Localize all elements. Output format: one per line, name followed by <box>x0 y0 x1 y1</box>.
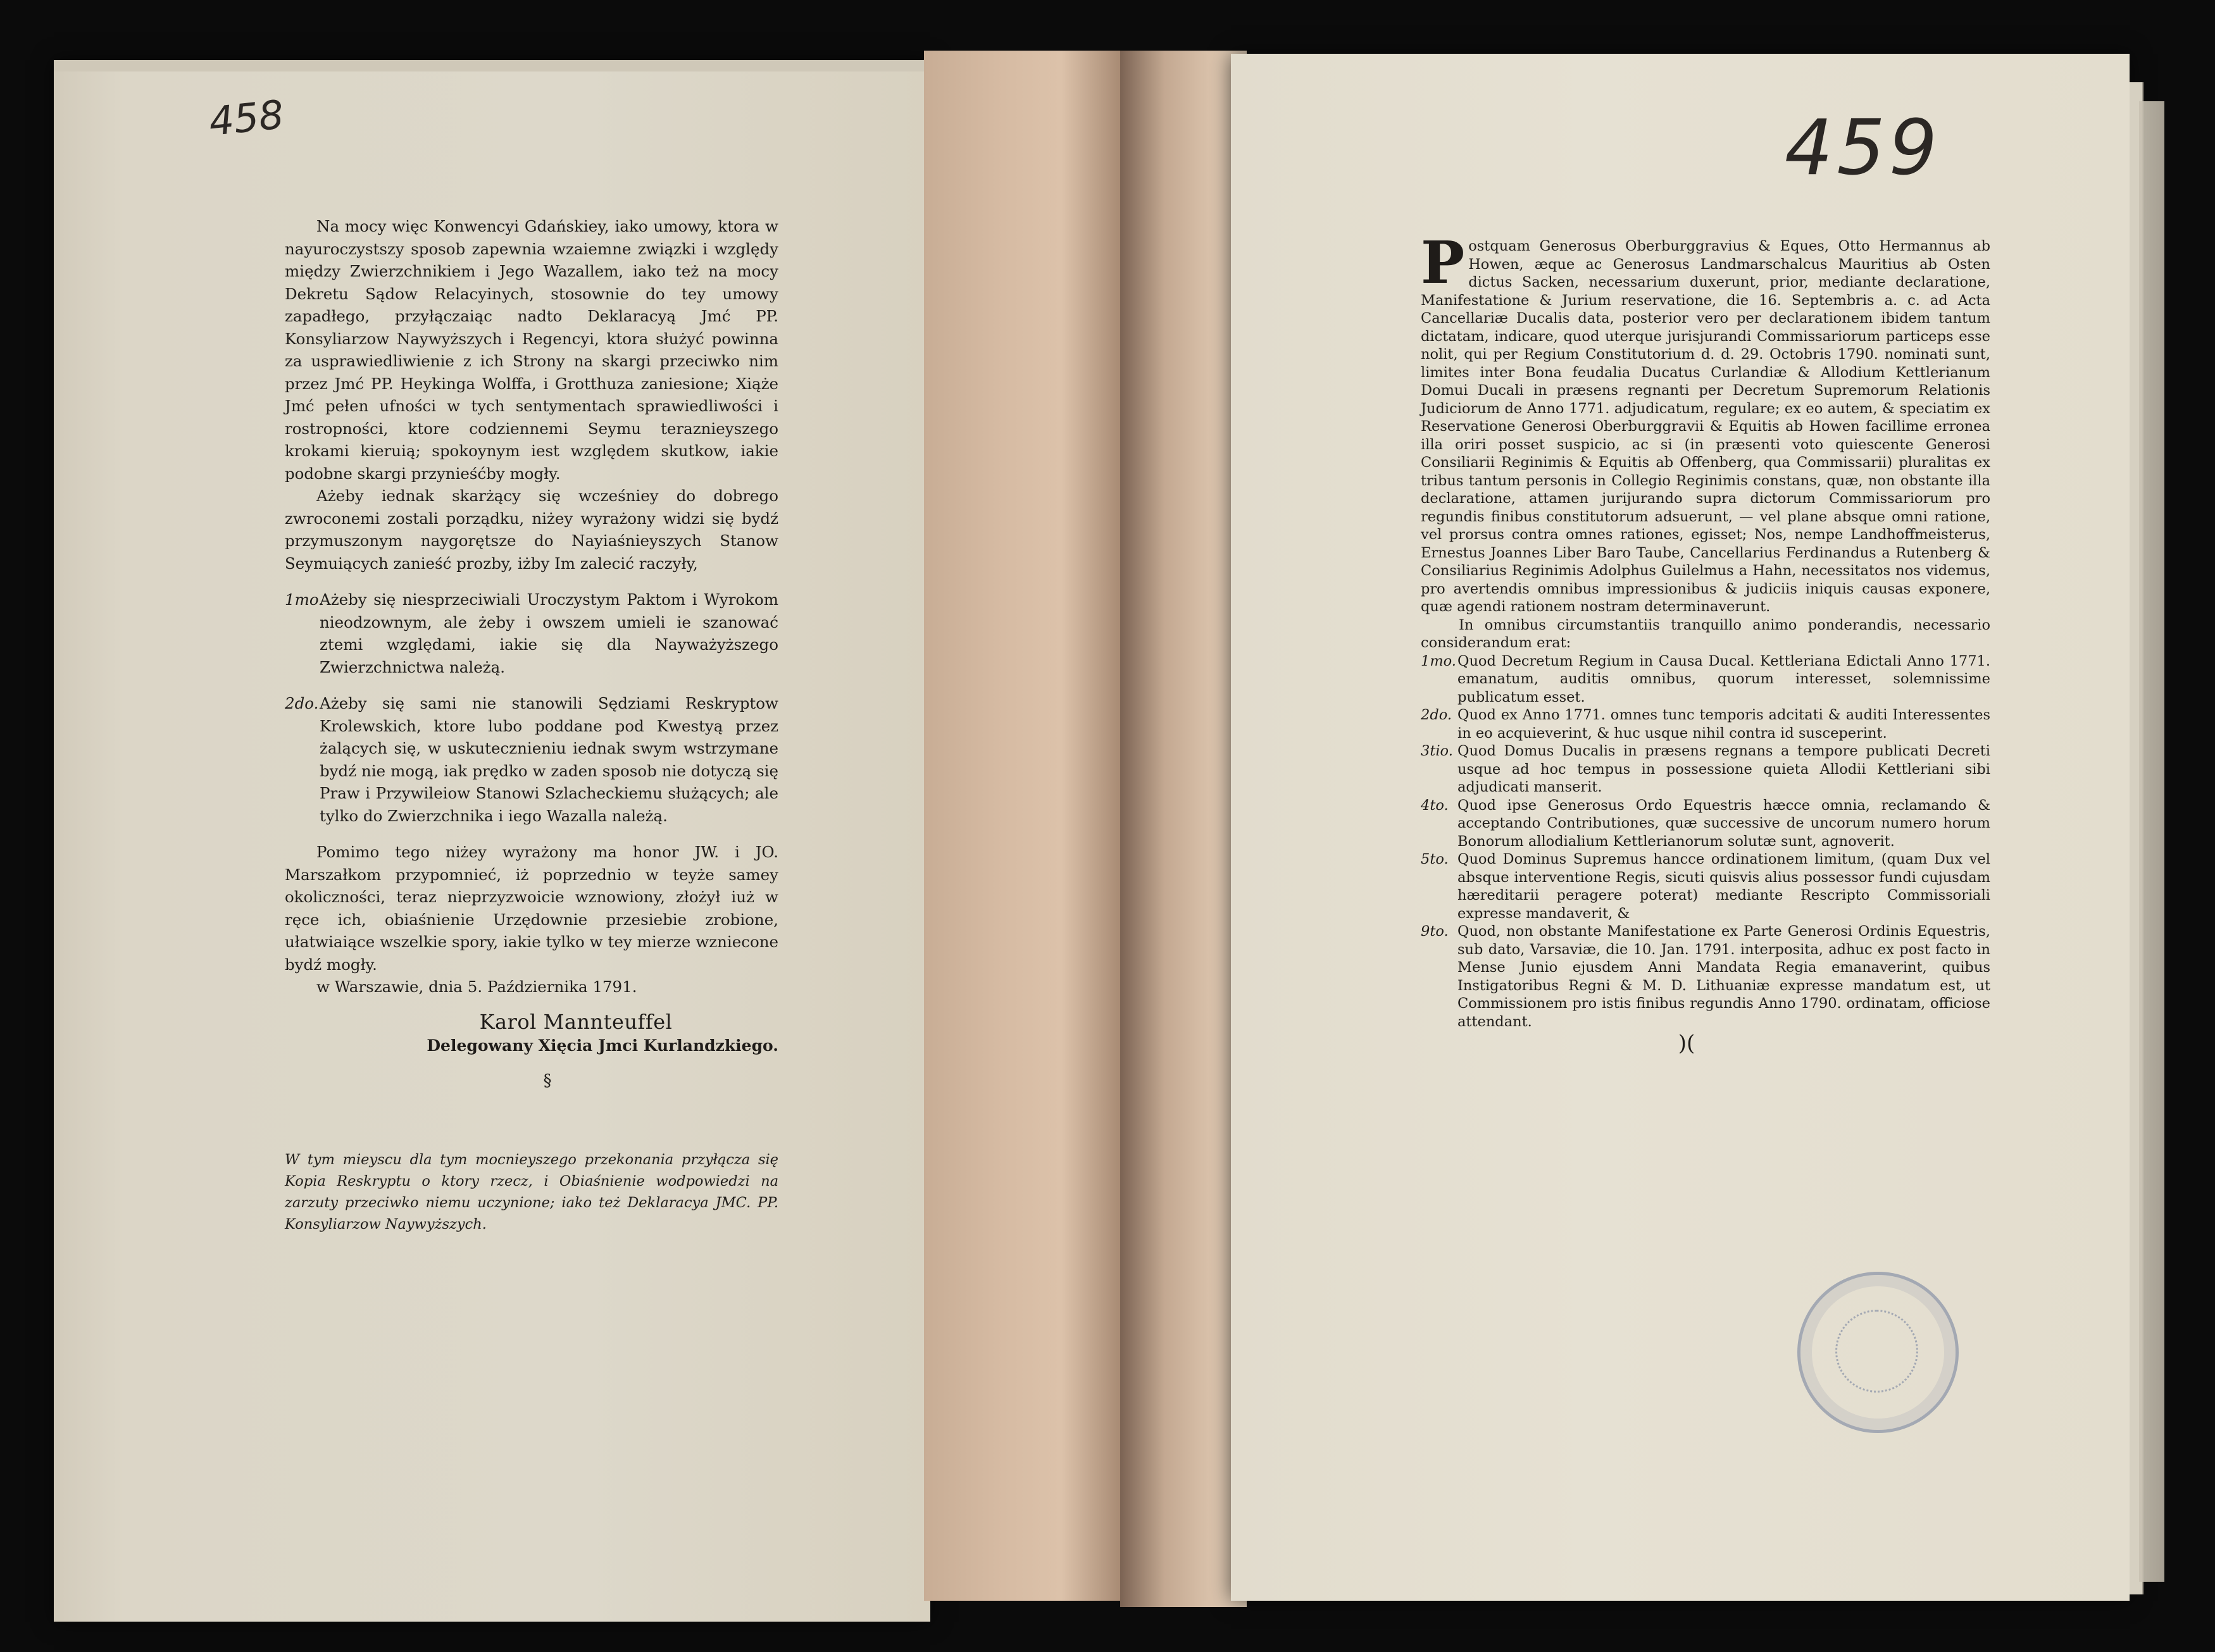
left-item-2 <box>285 692 778 827</box>
right-item-2-number: 2do. <box>1421 707 1452 723</box>
right-intro-text: ostquam Generosus Oberburggravius & Eques, Otto Hermannus ab Howen, æque ac Generosus Landmarschalcus Mauritius ab Osten dictus Sacken, necessarium duxerunt, prior, mediante declaratione, Manifestatione & Jurium reservatione, die 16. Septembris a. c. ad Acta Cancellariæ Ducalis data, posterior vero per declarationem ibidem tantum dictatam, indicare, quod uterque jurisjurandi Commissariorum particeps esse nolit, qui per Regium Constitutorium d. d. 29. Octobris 1790. nominati sunt, limites inter Bona feudalia Ducatus Curlandiæ & Allodium Kettlerianum Domui Ducali in præsens regnanti per Decretum Supremorum Relationis Judiciorum de Anno 1771. adjudicatum, regulare; ex eo autem, & speciatim ex Reservatione Generosi Oberburggravii & Equitis ab Howen facillime erronea illa oriri posset suspicio, ac si (in præsenti voto quiescente Generosi Consiliarii Reginimis & Equitis ab Offenberg, qua Commissarii) pluralitas ex tribus tantum personis in Collegio Reginimis constans, quæ, non obstante illa declaratione, attamen jurijurando supra dictorum Commissariorum pro regundis finibus constitutorum adsuerunt, — vel plane absque omni ratione, vel prorsus contra omnes rationes, egisset; Nos, nempe Landhoffmeisterus, Ernestus Joannes Liber Baro Taube, Cancellarius Ferdinandus a Rutenberg & Consiliarius Reginimis Adolphus Guilelmus a Hahn, necessitatos nos videmus, pro avertendis omnibus impressionibus & judiciis iniquis causas exponere, quæ agendi rationem nostram determinaverunt. <box>1421 238 1990 615</box>
right-item-4 <box>1421 797 1990 851</box>
right-item-3 <box>1421 742 1990 797</box>
left-item-1-text: Ażeby się niesprzeciwiali Uroczystym Paktom i Wyrokom nieodzownym, ale żeby i owszem umieli ie szanować ztemi względami, iakie się dla Nayważyższego Zwierzchnictwa należą. <box>320 590 778 676</box>
right-text-column <box>1421 228 1990 1056</box>
left-footnote: W tym mieyscu dla tym mocnieyszego przekonania przyłącza się Kopia Reskryptu o ktory rzecz, i Obiaśnienie wodpowiedzi na zarzuty przeciwko niemu uczynione; iako też Deklaracya JMC. PP. Konsyliarzow Naywyższych. <box>285 1152 778 1233</box>
left-page-number: 458 <box>206 91 286 145</box>
footnote-mark: § <box>543 1071 552 1090</box>
right-item-3-text: Quod Domus Ducalis in præsens regnans a tempore publicati Decreti usque ad hoc tempus in possessione quieta Allodii Kettleriani sibi adjudicati manserit. <box>1457 743 1990 795</box>
left-item-2-text: Ażeby się sami nie stanowili Sędziami Reskryptow Krolewskich, ktore lubo poddane pod Kwestyą przez żalących się, w uskutecznieniu iednak swym wstrzymane bydź nie mogą, iak prędko w zaden sposob nie dotyczą się Praw i Przywileiow Stanowi Szlacheckiemu służących; ale tylko do Zwierzchnika i iego Wazalla należą. <box>320 694 778 825</box>
right-item-6-number: 9to. <box>1421 923 1449 940</box>
end-ornament: )( <box>1678 1031 1695 1056</box>
left-closing-paragraph: Pomimo tego niżey wyrażony ma honor JW. i JO. Marszałkom przypomnieć, iż poprzednio w teyże samey okoliczności, teraz nieprzyzwoicie wznowiony, złożył iuż w ręce ich, obiaśnienie Urzędownie przesiebie zrobione, ułatwiaiące wszelkie spory, iakie tylko w tey mierze wzniecone bydź mogły. <box>285 843 778 974</box>
right-item-1 <box>1421 652 1990 707</box>
right-item-3-number: 3tio. <box>1421 743 1453 759</box>
stacked-pages-edge <box>2139 101 2164 1582</box>
right-item-5-text: Quod Dominus Supremus hancce ordinationem limitum, (quam Dux vel absque interventione Regis, sicuti quisvis alius possessor fundi cujusdam hæreditarii peragere poterat) mediante Rescripto Commissoriali expresse mandaverit, & <box>1457 851 1990 922</box>
signature-title: Delegowany Xięcia Jmci Kurlandzkiego. <box>427 1036 778 1055</box>
library-stamp <box>1797 1272 1959 1433</box>
right-item-1-number: 1mo. <box>1421 652 1456 669</box>
left-item-1-number: 1mo. <box>285 590 323 609</box>
library-stamp-center <box>1835 1310 1918 1393</box>
drop-cap-letter: P <box>1421 228 1465 297</box>
right-page-number: 459 <box>1785 104 1942 192</box>
right-lead-paragraph: In omnibus circumstantiis tranquillo animo ponderandis, necessario considerandum erat: <box>1421 616 1990 651</box>
right-item-6-text: Quod, non obstante Manifestatione ex Parte Generosi Ordinis Equestris, sub dato, Varsaviæ, die 10. Jan. 1791. interposita, adhuc ex post facto in Mense Junio ejusdem Anni Mandata Regia emanaverint, quibus Instigatoribus Regni & M. D. Lithuaniæ expresse mandatum est, ut Commissionem pro istis finibus regundis Anno 1790. ordinatam, officiose attendant. <box>1457 923 1990 1030</box>
right-gutter-shadow <box>1120 51 1247 1607</box>
right-intro-paragraph <box>1421 228 1990 616</box>
right-item-2-text: Quod ex Anno 1771. omnes tunc temporis adcitati & auditi Interessentes in eo acquieverint, & huc usque nihil contra id susceperint. <box>1457 707 1990 742</box>
left-place-date: w Warszawie, dnia 5. Października 1791. <box>316 978 637 996</box>
right-item-5-number: 5to. <box>1421 851 1449 867</box>
right-item-2 <box>1421 706 1990 742</box>
signature-name: Karol Mannteuffel <box>479 1009 673 1034</box>
right-item-6 <box>1421 922 1990 1031</box>
right-item-5 <box>1421 850 1990 922</box>
left-text-column <box>285 215 778 1235</box>
left-paragraph-1: Na mocy więc Konwencyi Gdańskiey, iako umowy, ktora w nayuroczystszy sposob zapewnia wzaiemne związki i względy między Zwierzchnikiem i Jego Wazallem, iako też na mocy Dekretu Sądow Relacyinych, stosownie do tey umowy zapadłego, przyłączaiąc nadto Deklaracyą Jmć PP. Konsyliarzow Naywyższych i Regencyi, ktora służyć powinna za usprawiedliwienie z ich Strony na skargi przeciwko nim przez Jmć PP. Heykinga Wolffa, i Grotthuza zaniesione; Xiąże Jmć pełen ufności w tych sentymentach sprawiedliwości i rostropności, ktore codziennemi Seymu teraznieyszego krokami kieruią; spokoynym iest względem skutkow, iakie podobne skargi przynieśćby mogły. <box>285 217 778 483</box>
right-item-4-number: 4to. <box>1421 797 1449 814</box>
right-item-1-text: Quod Decretum Regium in Causa Ducal. Kettleriana Edictali Anno 1771. emanatum, auditis omnibus, quorum interesset, solemnissime publicatum esset. <box>1457 652 1990 705</box>
right-item-4-text: Quod ipse Generosus Ordo Equestris hæcce omnia, reclamando & acceptando Contributiones, quæ successive de uncorum numero horum Bonorum allodialium Kettlerianorum solutæ sunt, agnoverit. <box>1457 797 1990 850</box>
left-item-1 <box>285 588 778 678</box>
left-item-2-number: 2do. <box>285 694 319 712</box>
left-gutter-shadow <box>924 51 1120 1601</box>
left-paragraph-2: Ażeby iednak skarżący się wcześniey do dobrego zwroconemi zostali porządku, niżey wyrażony widzi się bydź przymuszonym naygorętsze do Nayiaśnieyszych Stanow Seymuiących zanieść prozby, iżby Im zalecić raczyły, <box>285 487 778 573</box>
